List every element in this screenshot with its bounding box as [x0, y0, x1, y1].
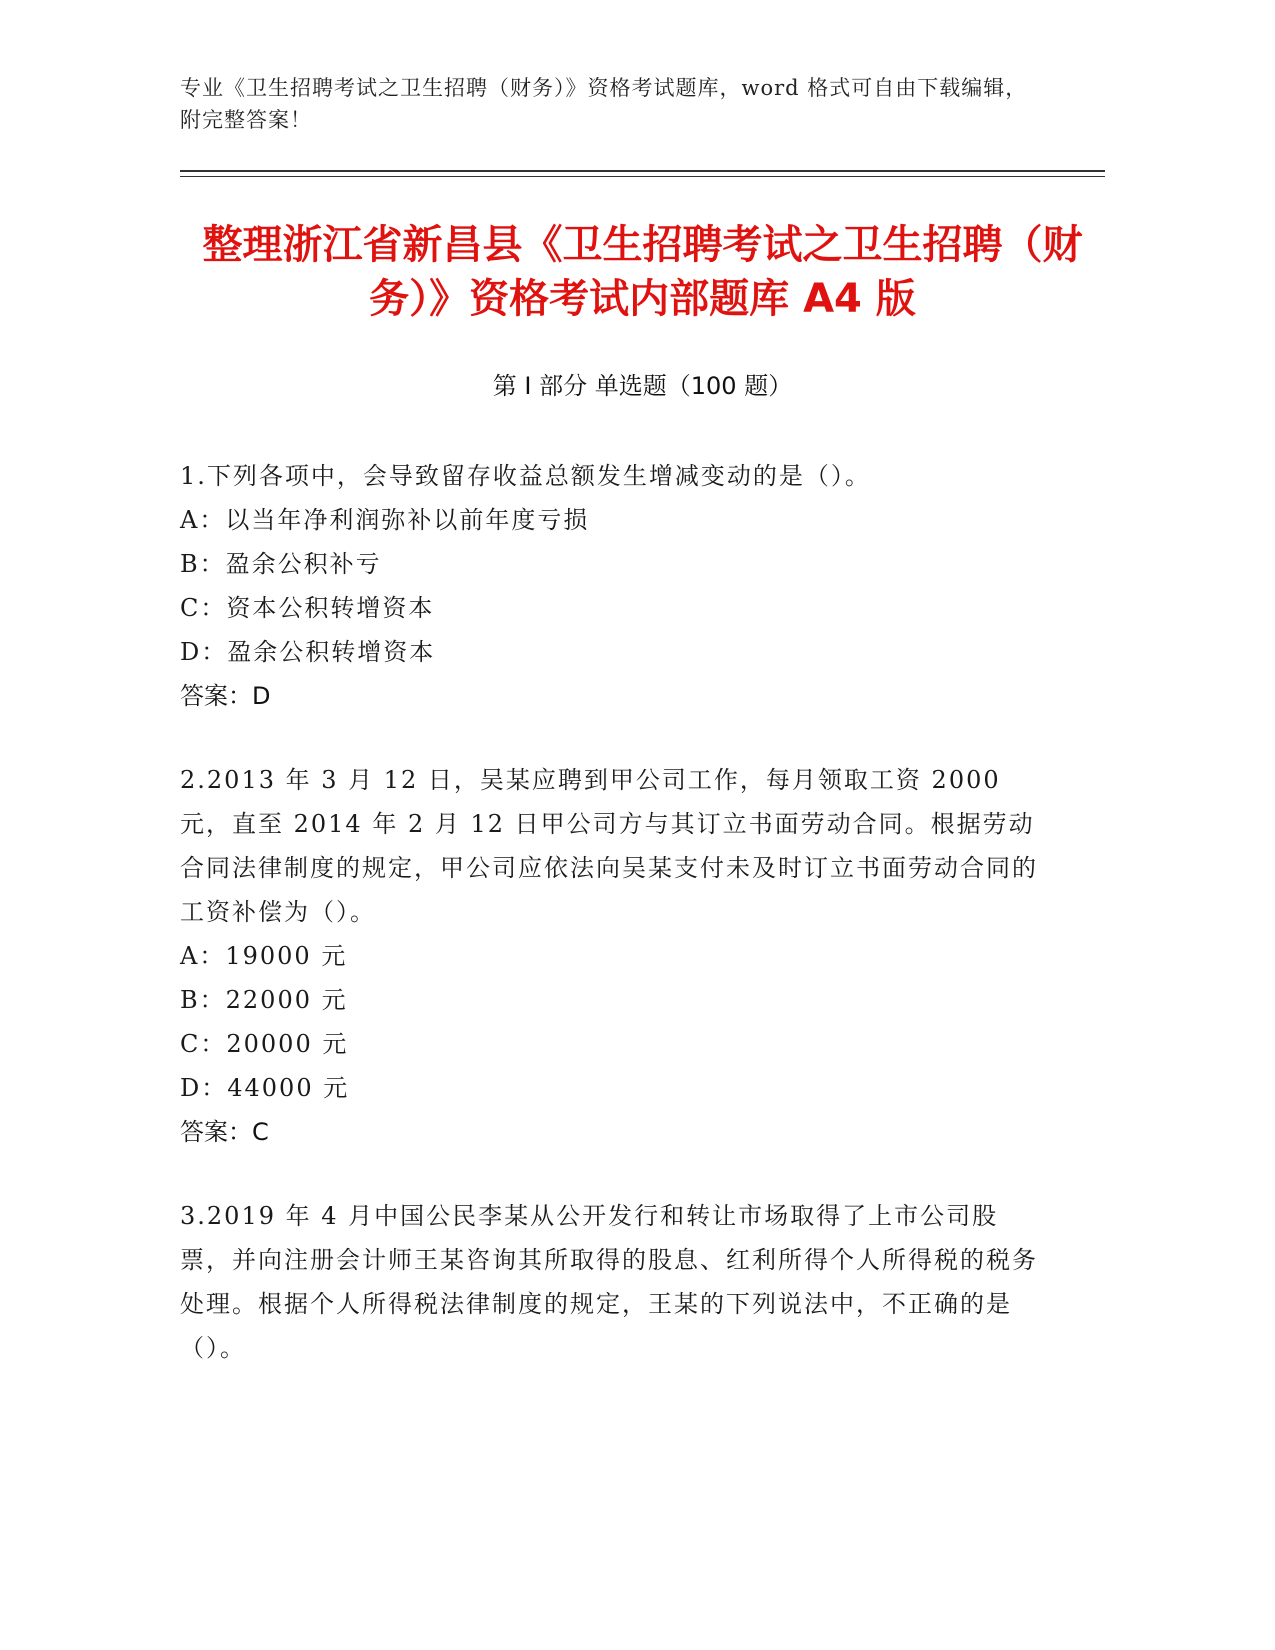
option-text: 盈余公积补亏: [225, 550, 382, 578]
option-key: D：: [180, 1074, 228, 1102]
option-key: C：: [180, 594, 227, 622]
option-key: B：: [180, 986, 226, 1014]
option-key: D：: [180, 638, 228, 666]
header-divider-thick: [180, 170, 1105, 172]
answer-line: 答案：D: [180, 682, 271, 710]
header-note: 专业《卫生招聘考试之卫生招聘（财务）》资格考试题库，word 格式可自由下载编辑，附完整答案！: [180, 76, 1028, 132]
option-a: [180, 934, 1040, 978]
document-title: 整理浙江省新昌县《卫生招聘考试之卫生招聘（财务）》资格考试内部题库 A4 版: [202, 222, 1083, 322]
option-text: 20000 元: [226, 1030, 349, 1058]
option-a: [180, 498, 1040, 542]
option-key: B：: [180, 550, 226, 578]
option-text: 以当年净利润弥补以前年度亏损: [225, 506, 590, 534]
option-d: [180, 630, 1040, 674]
option-b: [180, 542, 1040, 586]
option-text: 22000 元: [225, 986, 348, 1014]
option-d: [180, 1066, 1040, 1110]
question-item: [180, 1194, 1040, 1370]
question-stem: 1.下列各项中，会导致留存收益总额发生增减变动的是（）。: [180, 462, 871, 490]
option-key: A：: [180, 506, 226, 534]
option-b: [180, 978, 1040, 1022]
section-heading: 第 I 部分 单选题（100 题）: [492, 372, 793, 400]
question-item: [180, 454, 1040, 718]
header-divider-thin: [180, 176, 1105, 177]
option-c: [180, 586, 1040, 630]
question-list: [180, 454, 1040, 1410]
option-key: A：: [180, 942, 226, 970]
answer-line: 答案：C: [180, 1118, 269, 1146]
question-item: [180, 758, 1040, 1154]
question-stem: 3.2019 年 4 月中国公民李某从公开发行和转让市场取得了上市公司股票，并向注册会计师王某咨询其所取得的股息、红利所得个人所得税的税务处理。根据个人所得税法律制度的规定，王某的下列说法中，不正确的是（）。: [180, 1202, 1038, 1362]
option-key: C：: [180, 1030, 227, 1058]
option-text: 19000 元: [225, 942, 348, 970]
option-text: 盈余公积转增资本: [227, 638, 436, 666]
option-c: [180, 1022, 1040, 1066]
option-text: 资本公积转增资本: [226, 594, 435, 622]
option-text: 44000 元: [227, 1074, 350, 1102]
question-stem: 2.2013 年 3 月 12 日，吴某应聘到甲公司工作，每月领取工资 2000 元，直至 2014 年 2 月 12 日甲公司方与其订立书面劳动合同。根据劳动合同法律制度的规定，甲公司应依法向吴某支付未及时订立书面劳动合同的工资补偿为（）。: [180, 766, 1038, 926]
